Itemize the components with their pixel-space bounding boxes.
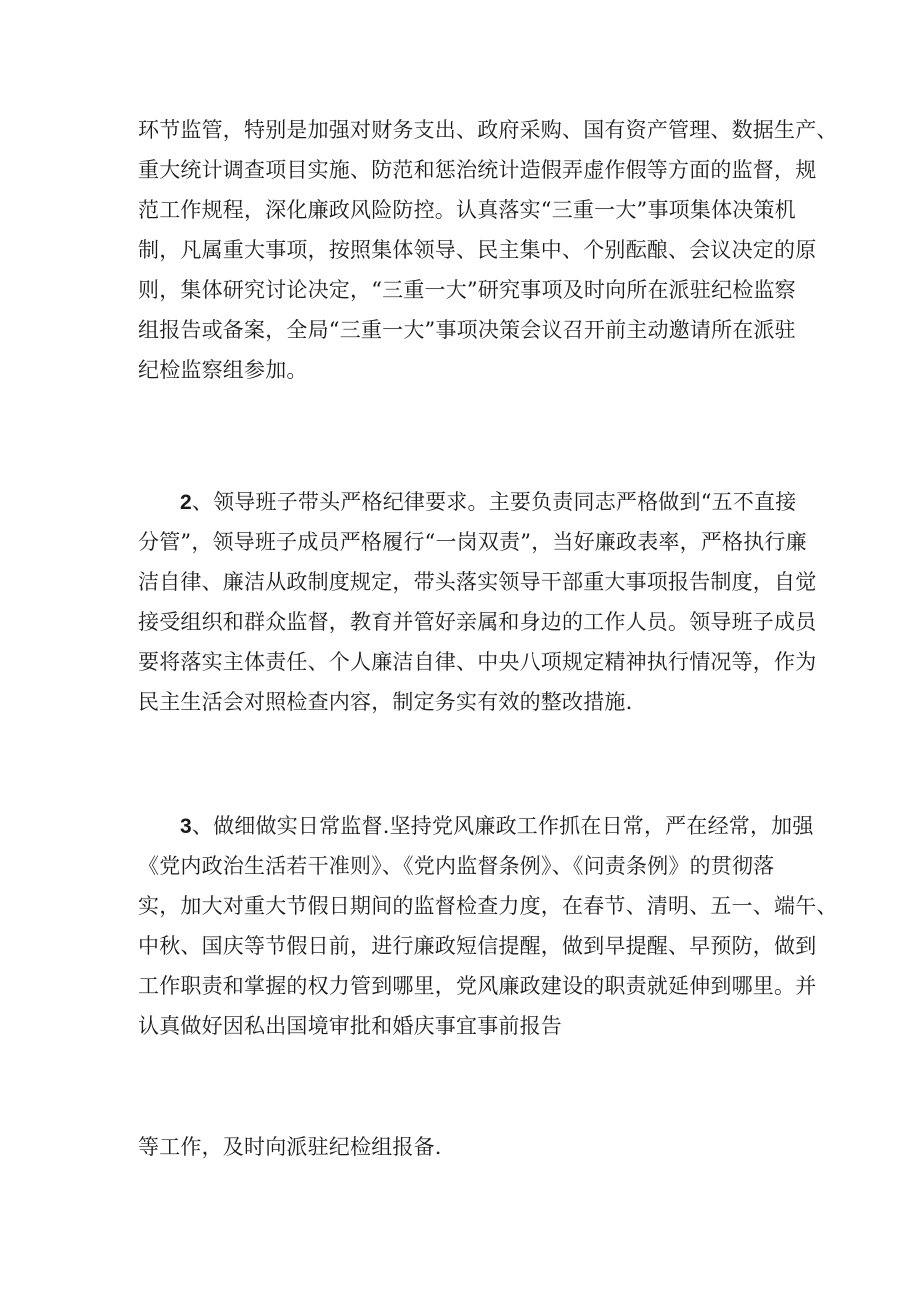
text-line: 环节监管，特别是加强对财务支出、政府采购、国有资产管理、数据生产、 (138, 118, 838, 142)
paragraph-2 (138, 482, 817, 722)
text-line: 等工作，及时向派驻纪检组报备. (138, 1135, 442, 1159)
text-span: 、做细做实日常监督.坚持党风廉政工作抓在日常，严在经常，加强 (191, 814, 814, 838)
text-line: 中秋、国庆等节假日前，进行廉政短信提醒，做到早提醒、早预防，做到 (138, 934, 817, 958)
text-span: 、领导班子带头严格纪律要求。主要负责同志严格做到“五不直接 (191, 490, 797, 514)
text-line: 分管”，领导班子成员严格履行“一岗双责”，当好廉政表率，严格执行廉 (138, 530, 807, 554)
text-line: 则，集体研究讨论决定，“三重一大”研究事项及时向所在派驻纪检监察 (138, 278, 796, 302)
text-line: 要将落实主体责任、个人廉洁自律、中央八项规定精神执行情况等，作为 (138, 650, 817, 674)
text-line: 洁自律、廉洁从政制度规定，带头落实领导干部重大事项报告制度，自觉 (138, 570, 817, 594)
text-line: 认真做好因私出国境审批和婚庆事宜事前报告 (138, 1014, 562, 1038)
text-line: 纪检监察组参加。 (138, 358, 308, 382)
text-line: 民主生活会对照检查内容，制定务实有效的整改措施. (138, 690, 633, 714)
text-line: 接受组织和群众监督，教育并管好亲属和身边的工作人员。领导班子成员 (138, 610, 817, 634)
paragraph-1 (138, 110, 838, 390)
item-number: 2 (180, 491, 192, 514)
paragraph-first-line (138, 482, 797, 522)
paragraph-first-line (138, 806, 814, 846)
text-line: 实，加大对重大节假日期间的监督检查力度，在春节、清明、五一、端午、 (138, 894, 838, 918)
text-line: 重大统计调查项目实施、防范和惩治统计造假弄虚作假等方面的监督，规 (138, 158, 817, 182)
text-line: 范工作规程，深化廉政风险防控。认真落实“三重一大”事项集体决策机 (138, 198, 796, 222)
text-line: 组报告或备案，全局“三重一大”事项决策会议召开前主动邀请所在派驻 (138, 318, 796, 342)
text-line: 《党内政治生活若干准则》、《党内监督条例》、《问责条例》的贯彻落 (138, 854, 775, 878)
paragraph-3 (138, 806, 838, 1046)
item-number: 3 (180, 815, 192, 838)
paragraph-4 (138, 1127, 786, 1167)
text-line: 工作职责和掌握的权力管到哪里，党风廉政建设的职责就延伸到哪里。并 (138, 974, 817, 998)
text-line: 制，凡属重大事项，按照集体领导、民主集中、个别酝酿、会议决定的原 (138, 238, 817, 262)
